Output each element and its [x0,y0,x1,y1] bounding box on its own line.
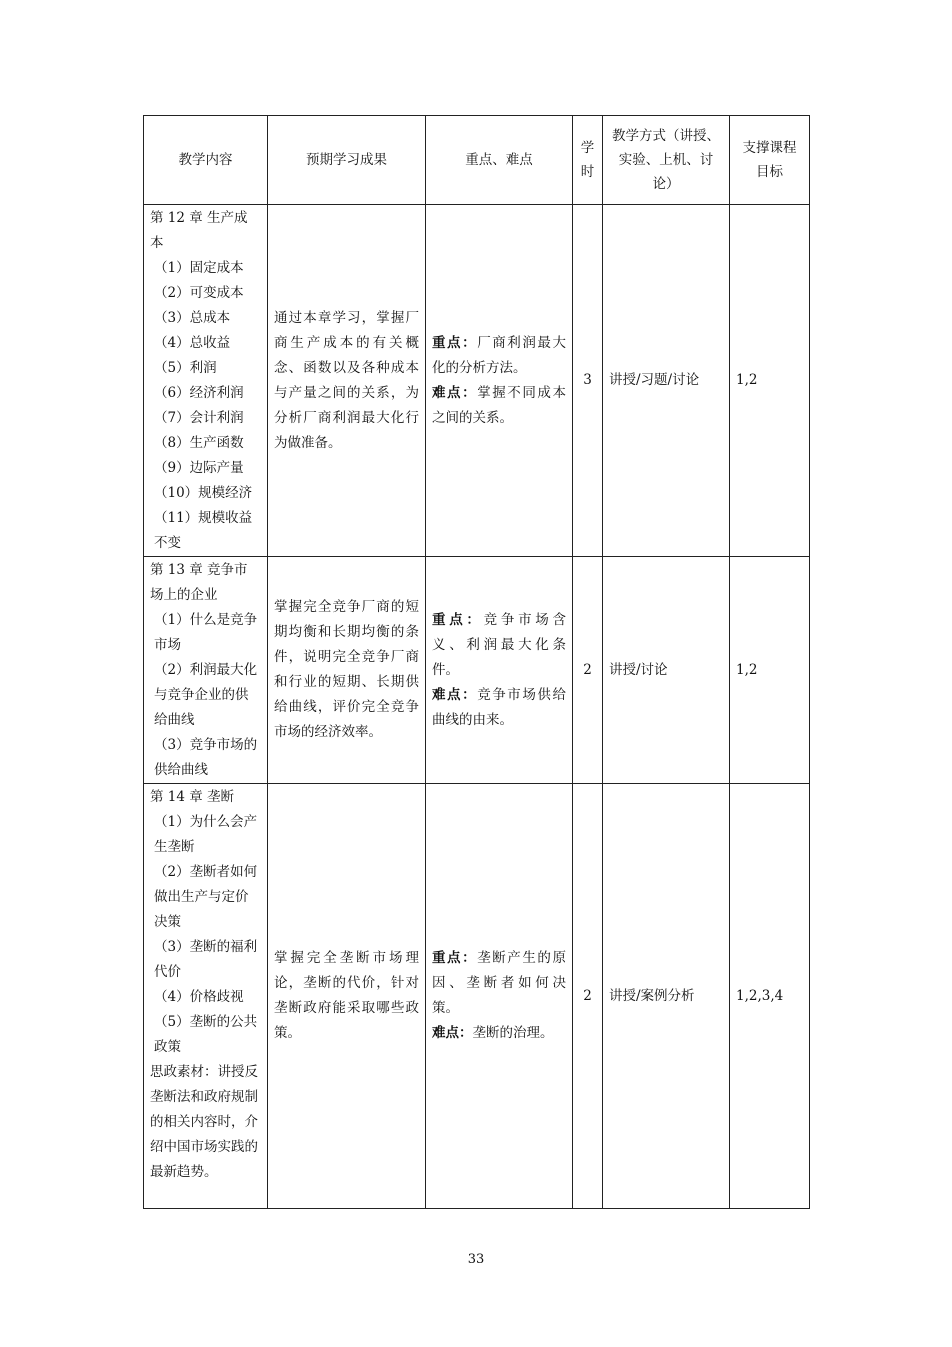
hours-cell: 3 [573,205,603,557]
key-text: 厂商利润最大化的分析方法。 [432,334,566,376]
content-item: （1）为什么会产生垄断 [154,814,258,855]
difficulty-label: 难点： [432,1025,473,1041]
content-item: （3）竞争市场的供给曲线 [154,737,258,778]
table-row [144,205,810,557]
content-item: （7）会计利润 [154,410,244,426]
key-label: 重点： [432,611,484,628]
header-hours: 学时 [573,116,603,205]
keypoints-cell [426,557,573,784]
content-item: （5）利润 [154,360,217,376]
difficulty-label: 难点： [432,384,478,401]
header-outcomes: 预期学习成果 [268,116,426,205]
ideology-note: 思政素材：讲授反垄断法和政府规制的相关内容时，介绍中国市场实践的最新趋势。 [150,1064,258,1180]
method-cell: 讲授/案例分析 [603,784,730,1209]
content-item: （9）边际产量 [154,460,244,476]
key-label: 重点： [432,950,478,966]
hours-cell: 2 [573,557,603,784]
key-text: 竞争市场含义、利润最大化条件。 [432,611,567,678]
content-item: （6）经济利润 [154,385,244,401]
content-item: （3）垄断的福利代价 [154,939,258,980]
outcome-cell: 掌握完全垄断市场理论，垄断的代价，针对垄断政府能采取哪些政策。 [268,784,426,1209]
header-keypoints: 重点、难点 [426,116,573,205]
keypoints-cell [426,784,573,1209]
content-cell [144,205,268,557]
objectives-cell: 1,2 [730,205,810,557]
content-item: （2）垄断者如何做出生产与定价决策 [154,864,258,930]
content-item: （3）总成本 [154,310,231,326]
content-item: （1）什么是竞争市场 [154,612,258,653]
content-item: （4）价格歧视 [154,989,244,1005]
content-item: （4）总收益 [154,335,231,351]
content-item: （2）利润最大化与竞争企业的供给曲线 [154,662,258,728]
key-text: 垄断产生的原因、垄断者如何决策。 [432,950,566,1016]
header-methods: 教学方式（讲授、实验、上机、讨论） [603,116,730,205]
header-content: 教学内容 [144,116,268,205]
key-label: 重点： [432,334,478,351]
chapter-title: 第 12 章 生产成本 [150,210,248,251]
content-item: （5）垄断的公共政策 [154,1014,258,1055]
table-row [144,784,810,1209]
difficulty-text: 竞争市场供给曲线的由来。 [432,686,566,728]
difficulty-text: 掌握不同成本之间的关系。 [432,384,566,426]
difficulty-label: 难点： [432,686,478,703]
outcome-cell: 通过本章学习，掌握厂商生产成本的有关概念、函数以及各种成本与产量之间的关系，为分析厂商利润最大化行为做准备。 [268,205,426,557]
method-cell: 讲授/习题/讨论 [603,205,730,557]
table-row [144,557,810,784]
content-cell [144,784,268,1209]
chapter-title: 第 13 章 竞争市场上的企业 [150,562,248,603]
content-item: （8）生产函数 [154,435,244,451]
method-cell: 讲授/讨论 [603,557,730,784]
content-item: （10）规模经济 [154,485,253,501]
page-number: 33 [467,1252,485,1267]
content-cell [144,557,268,784]
objectives-cell: 1,2,3,4 [730,784,810,1209]
difficulty-text: 垄断的治理。 [472,1025,554,1041]
syllabus-table [143,115,810,1209]
objectives-cell: 1,2 [730,557,810,784]
content-item: （11）规模收益不变 [154,510,253,551]
hours-cell: 2 [573,784,603,1209]
header-row [144,116,810,205]
outcome-cell: 掌握完全竞争厂商的短期均衡和长期均衡的条件，说明完全竞争厂商和行业的短期、长期供给曲线，评价完全竞争市场的经济效率。 [268,557,426,784]
content-item: （2）可变成本 [154,285,244,301]
chapter-title: 第 14 章 垄断 [150,789,235,805]
content-item: （1）固定成本 [154,260,244,276]
header-objectives: 支撑课程目标 [730,116,810,205]
keypoints-cell [426,205,573,557]
